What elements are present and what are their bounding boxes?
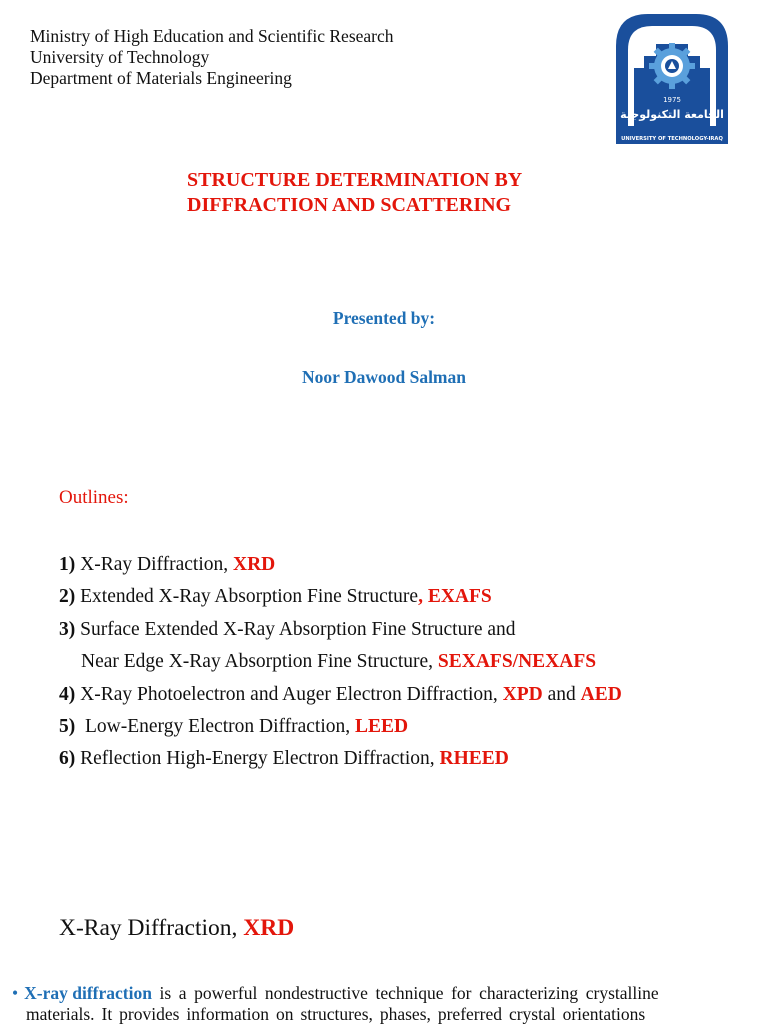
- outline-abbr: LEED: [355, 716, 409, 738]
- svg-text:الجامعة التكنولوجية: الجامعة التكنولوجية: [620, 108, 724, 121]
- outline-abbr: , EXAFS: [418, 586, 492, 608]
- outline-text: X-Ray Photoelectron and Auger Electron Diffraction,: [75, 683, 503, 705]
- outline-item: [59, 679, 622, 711]
- institution-header: [30, 26, 394, 89]
- outline-text: Low-Energy Electron Diffraction,: [75, 716, 356, 738]
- body-line-2: materials. It provides information on structures, phases, preferred crystal orientations: [26, 1004, 646, 1024]
- svg-text:1975: 1975: [663, 96, 681, 104]
- outline-item: [59, 549, 622, 581]
- outline-number: 6): [59, 748, 76, 770]
- outline-number: 5): [59, 716, 76, 738]
- outline-abbr: RHEED: [439, 748, 509, 770]
- outline-item: [59, 581, 622, 613]
- outline-abbr: XPD: [502, 683, 543, 705]
- outline-list: [59, 549, 622, 776]
- svg-text:UNIVERSITY OF TECHNOLOGY-IRAQ: UNIVERSITY OF TECHNOLOGY-IRAQ: [621, 136, 723, 142]
- title-line-1: STRUCTURE DETERMINATION BY: [187, 169, 523, 191]
- outline-text: X-Ray Diffraction,: [75, 554, 234, 575]
- outline-text: Near Edge X-Ray Absorption Fine Structure,: [81, 651, 438, 673]
- outline-number: 4): [59, 683, 76, 705]
- outline-item: [59, 743, 622, 775]
- outline-abbr: XRD: [233, 554, 276, 575]
- outline-item-continuation: [59, 646, 622, 678]
- section-heading: [59, 915, 294, 942]
- outline-text: Extended X-Ray Absorption Fine Structure: [75, 586, 419, 608]
- body-line-1: [12, 983, 752, 1004]
- body-text: is a powerful nondestructive technique for characterizing crystalline: [151, 983, 659, 1003]
- outline-item: [59, 614, 622, 646]
- department-line: Department of Materials Engineering: [30, 68, 292, 88]
- outline-number: 2): [59, 586, 76, 608]
- document-title: [187, 168, 522, 218]
- presented-by-label: Presented by:: [332, 308, 436, 328]
- section-heading-abbr: XRD: [243, 915, 295, 941]
- university-line: University of Technology: [30, 47, 210, 67]
- outline-number: 3): [59, 618, 76, 640]
- ministry-line: Ministry of High Education and Scientific Research: [30, 26, 394, 46]
- section-heading-text: X-Ray Diffraction,: [59, 915, 244, 941]
- outline-number: 1): [59, 554, 76, 575]
- body-term: X-ray diffraction: [24, 983, 152, 1003]
- university-logo: [610, 8, 734, 144]
- presenter-name: Noor Dawood Salman: [301, 367, 466, 387]
- outline-item: [59, 711, 622, 743]
- outline-abbr: SEXAFS/NEXAFS: [437, 651, 597, 673]
- bullet-icon: •: [12, 983, 19, 1003]
- outline-text: Surface Extended X-Ray Absorption Fine Structure and: [75, 618, 516, 640]
- outline-text: and: [542, 683, 581, 705]
- outline-abbr: AED: [580, 683, 622, 705]
- title-line-2: DIFFRACTION AND SCATTERING: [187, 194, 512, 216]
- body-paragraph: [12, 983, 752, 1024]
- outline-text: Reflection High-Energy Electron Diffraction,: [75, 748, 440, 770]
- outlines-heading: Outlines:: [59, 487, 129, 508]
